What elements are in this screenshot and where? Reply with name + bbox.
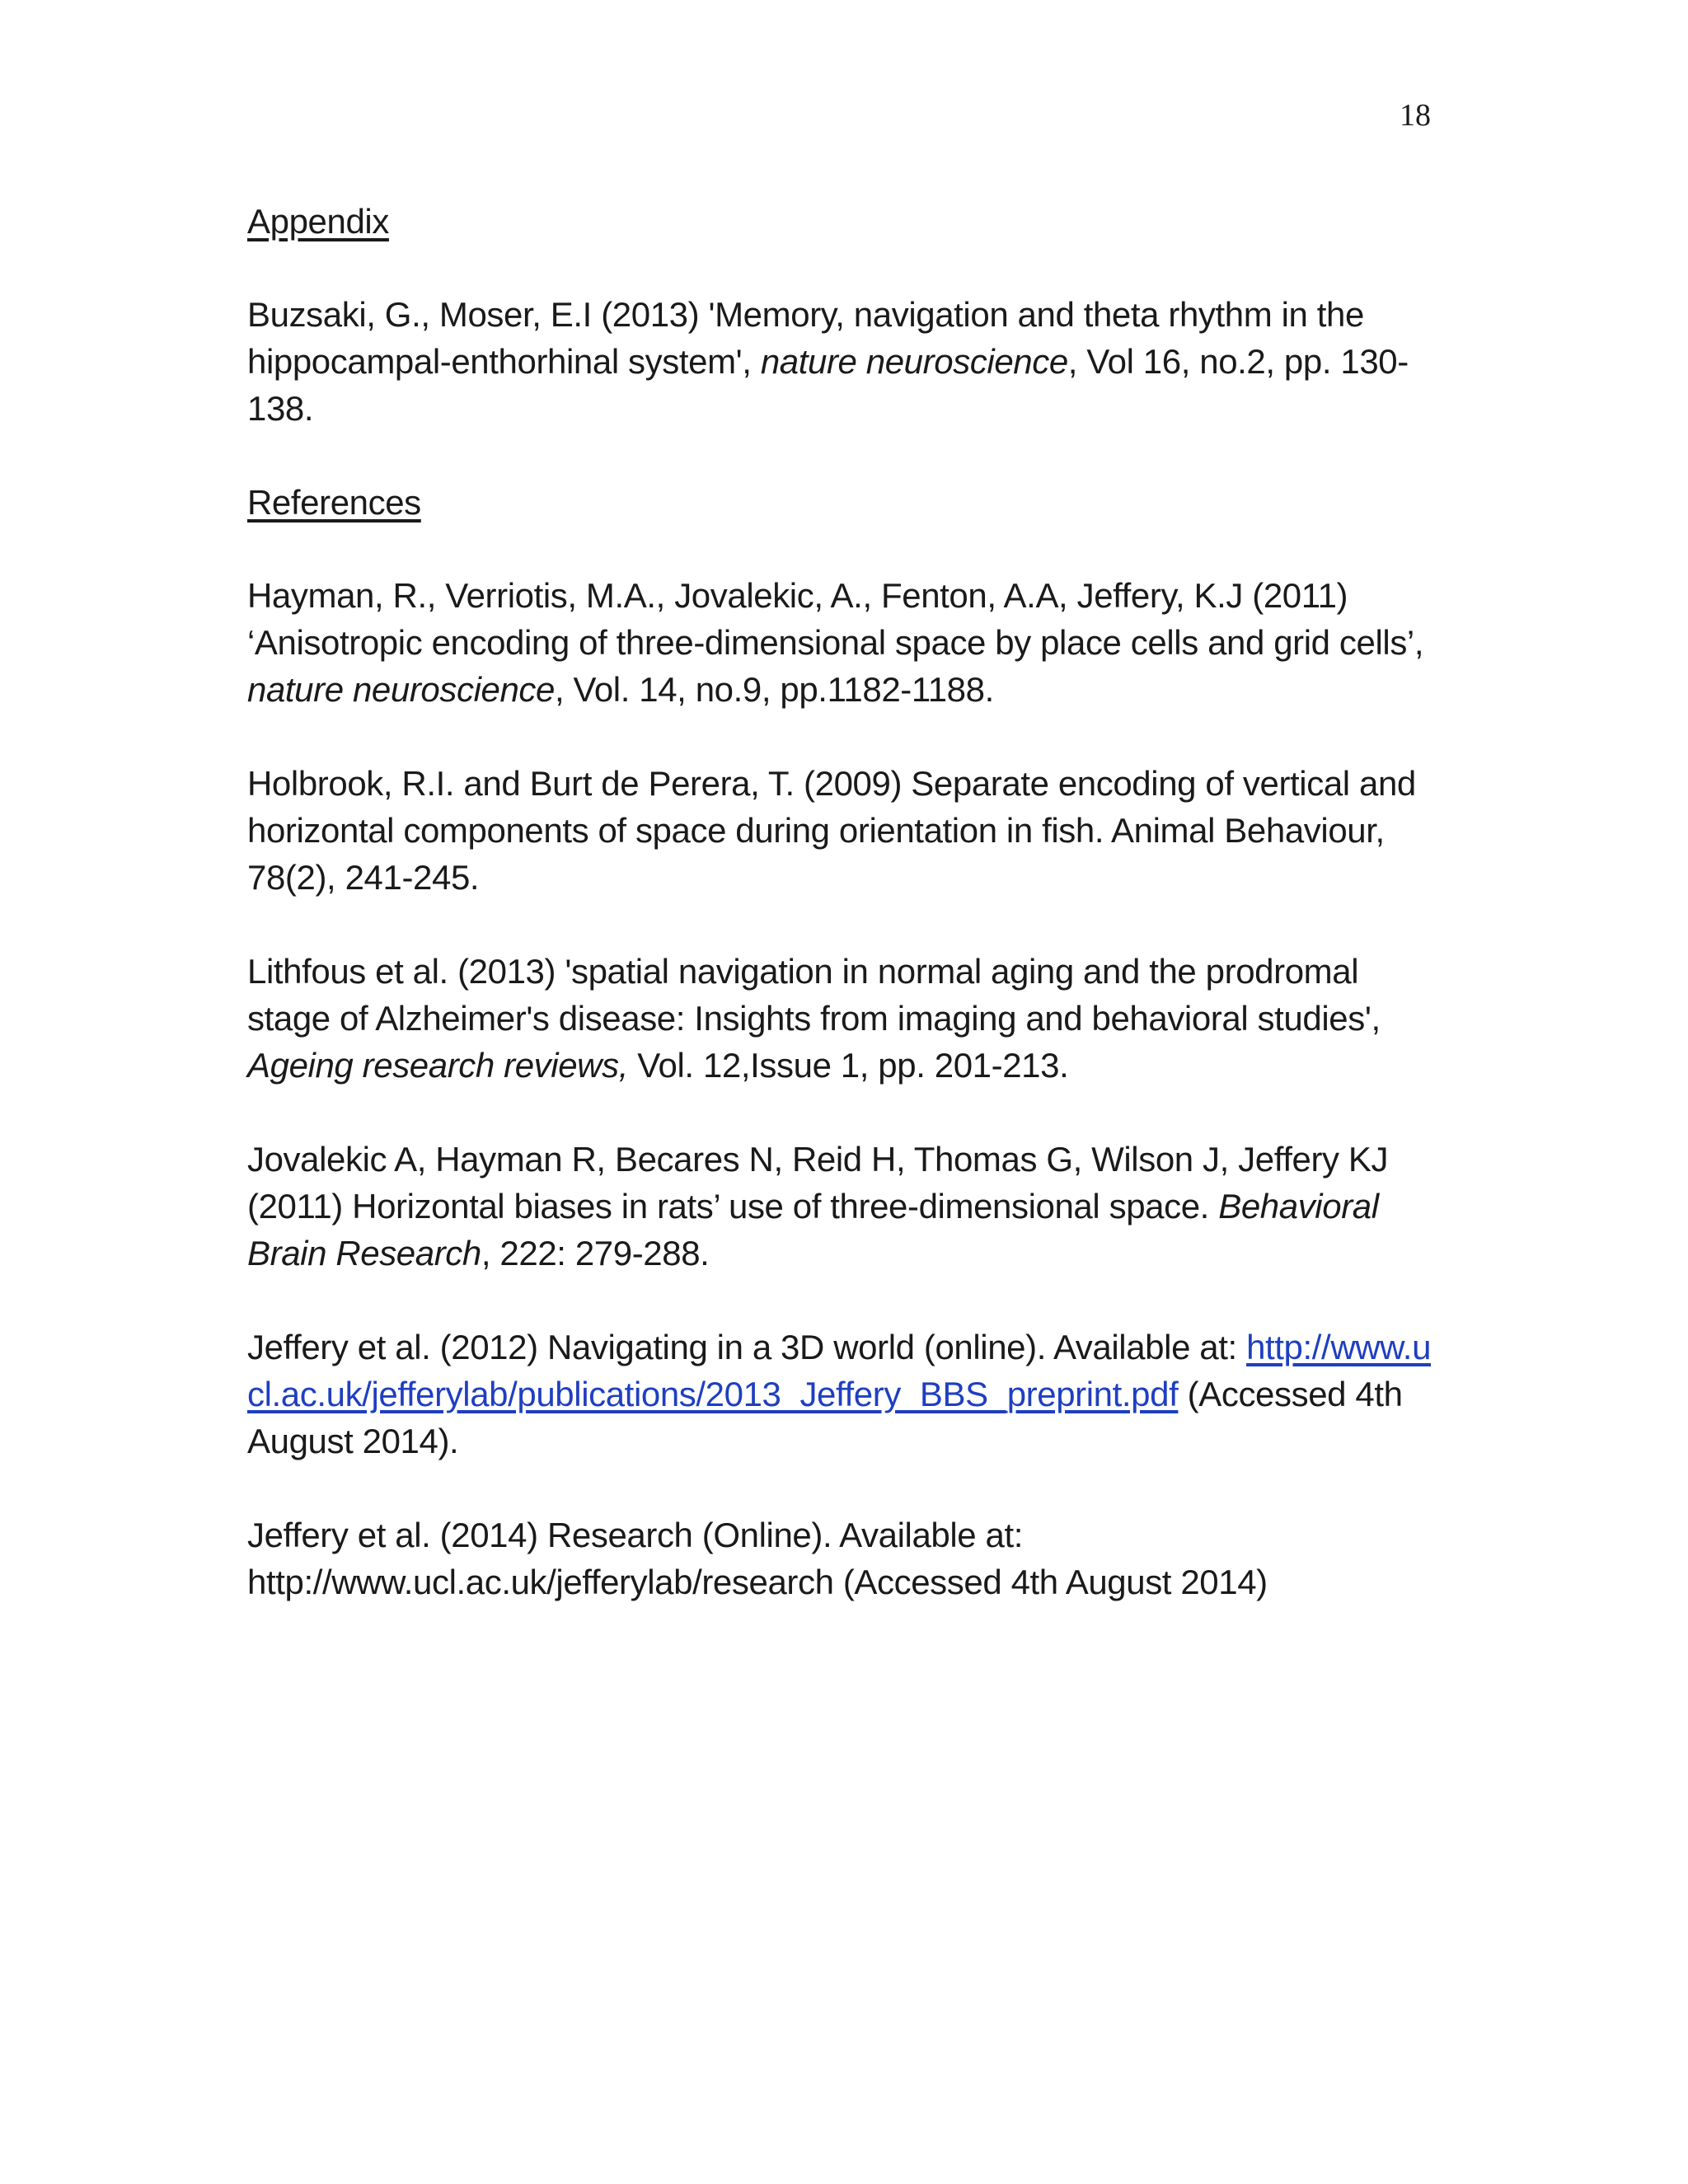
appendix-entry-buzsaki [247,291,1434,432]
entry-text: Buzsaki, G., Moser, E.I (2013) 'Memory, navigation and theta rhythm in the hippocampal-enthorhinal system', [247,295,1364,381]
entry-text: Hayman, R., Verriotis, M.A., Jovalekic, A., Fenton, A.A, Jeffery, K.J (2011) ‘Anisotropic encoding of three-dimensional space by place cells and grid cells’, [247,576,1424,662]
appendix-heading: Appendix [247,202,389,241]
entry-text: , Vol 16, no.2, pp. 130-138. [247,342,1409,428]
reference-jeffery-2012 [247,1324,1434,1465]
entry-text: Jovalekic A, Hayman R, Becares N, Reid H, Thomas G, Wilson J, Jeffery KJ (2011) Horizontal biases in rats’ use of three-dimensional space. [247,1140,1389,1226]
reference-lithfous [247,948,1434,1089]
reference-jeffery-2014 [247,1511,1434,1605]
page-content [247,198,1434,1605]
entry-text: (Accessed 4th August 2014). [247,1375,1403,1460]
preprint-link[interactable]: http://www.ucl.ac.uk/jefferylab/publications/2013_Jeffery_BBS_preprint.pdf [247,1328,1432,1413]
reference-holbrook [247,760,1434,901]
journal-title: nature neuroscience [247,670,555,709]
journal-title: nature neuroscience [760,342,1068,381]
entry-text: Lithfous et al. (2013) 'spatial navigation in normal aging and the prodromal stage of Alzheimer's disease: Insights from imaging and behavioral studies', [247,952,1381,1038]
entry-text: Jeffery et al. (2014) Research (Online). Available at: http://www.ucl.ac.uk/jefferylab/research (Accessed 4th August 2014) [247,1516,1268,1601]
entry-text: , Vol. 14, no.9, pp.1182-1188. [554,670,994,709]
reference-hayman [247,572,1434,713]
journal-title: Behavioral Brain Research [247,1187,1379,1272]
entry-text: Vol. 12,Issue 1, pp. 201-213. [627,1046,1069,1085]
page-number: 18 [1400,98,1431,133]
journal-title: Ageing research reviews, [247,1046,628,1085]
entry-text: Holbrook, R.I. and Burt de Perera, T. (2009) Separate encoding of vertical and horizontal components of space during orientation in fish. Animal Behaviour, 78(2), 241-245. [247,764,1416,897]
entry-text: , 222: 279-288. [481,1234,710,1272]
entry-text: Jeffery et al. (2012) Navigating in a 3D world (online). Available at: [247,1328,1247,1366]
reference-jovalekic [247,1136,1434,1277]
references-heading: References [247,483,421,522]
